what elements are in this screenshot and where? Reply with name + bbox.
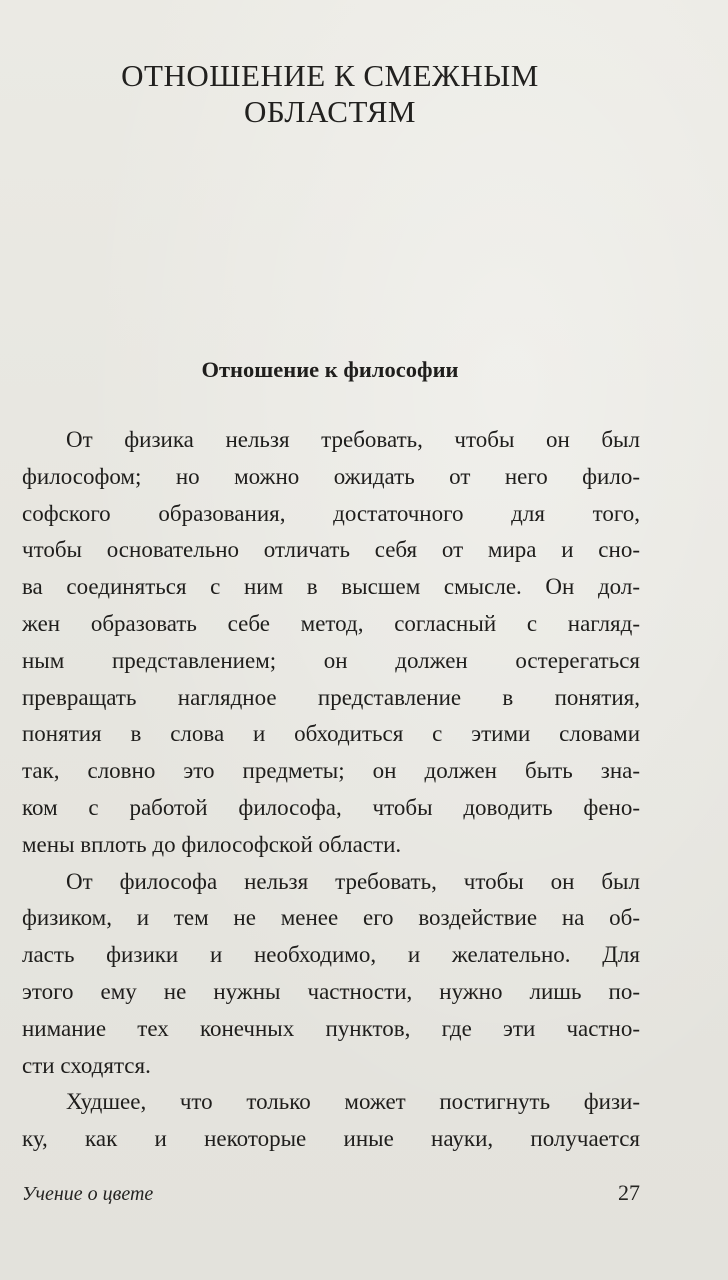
text-line: мены вплоть до философской области. (22, 831, 402, 857)
text-line: жен образовать себе метод, согласный с нагляд- (22, 610, 640, 636)
text-line: Худшее, что только может постигнуть физи- (66, 1089, 640, 1115)
text-line: превращать наглядное представление в понятия, (22, 684, 640, 710)
text-line: понятия в слова и обходиться с этими словами (22, 721, 640, 747)
text-line: ва соединяться с ним в высшем смысле. Он дол- (22, 574, 640, 600)
chapter-title (20, 58, 640, 130)
text-line: этого ему не нужны частности, нужно лишь по- (22, 978, 640, 1004)
text-line: От философа нельзя требовать, чтобы он был (66, 868, 640, 894)
text-line: софского образования, достаточного для того, (22, 500, 640, 526)
body-text (22, 422, 640, 1158)
text-line: ком с работой философа, чтобы доводить фено- (22, 794, 640, 820)
text-line: философом; но можно ожидать от него фило- (22, 463, 640, 489)
text-line: сти сходятся. (22, 1052, 151, 1078)
text-line: ным представлением; он должен остерегаться (22, 647, 640, 673)
running-footer-title: Учение о цвете (22, 1183, 154, 1205)
text-line: ку, как и некоторые иные науки, получается (22, 1126, 640, 1152)
chapter-title-line: ОБЛАСТЯМ (244, 94, 416, 129)
chapter-title-line: ОТНОШЕНИЕ К СМЕЖНЫМ (121, 58, 539, 93)
page-number: 27 (618, 1180, 640, 1205)
text-line: От физика нельзя требовать, чтобы он был (66, 427, 640, 452)
text-line: ласть физики и необходимо, и желательно. Для (22, 942, 640, 968)
text-line: нимание тех конечных пунктов, где эти частно- (22, 1015, 640, 1041)
text-line: физиком, и тем не менее его воздействие на об- (22, 905, 640, 931)
section-heading: Отношение к философии (201, 357, 459, 382)
text-line: чтобы основательно отличать себя от мира и сно- (22, 537, 640, 563)
text-line: так, словно это предметы; он должен быть зна- (22, 758, 640, 784)
